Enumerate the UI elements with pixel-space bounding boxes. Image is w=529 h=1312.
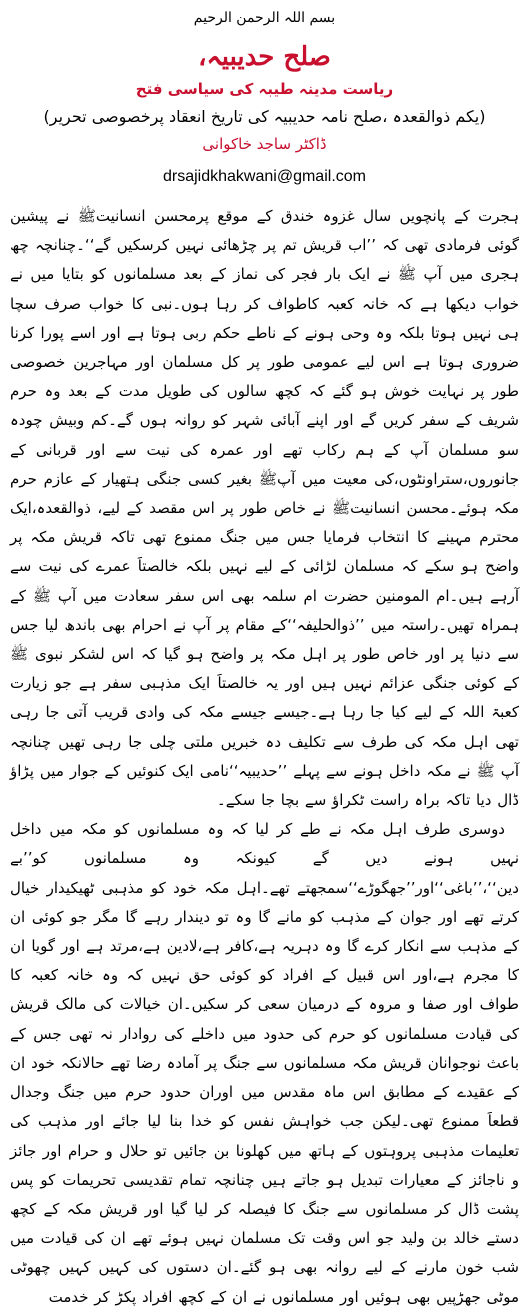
article-body (10, 202, 519, 1312)
paragraph-2: دوسری طرف اہل مکہ نے طے کر لیا کہ وہ مسلمانوں کو مکہ میں داخل نہیں ہونے دیں گے کیونکہ وہ مسلمانوں کو’’بے دین‘‘،’’باغی‘‘اور’’جھگوڑے‘‘سمجھتے تھے۔اہل مکہ خود کو مذہبی ٹھیکیدار خیال کرتے تھے اور جوان کے مذہب کو مانے گا وہ تو دیندار رہے گا مگر جو کوئی ان کے مذہب سے انکار کرے گا وہ دہریہ ہے،کافر ہے،لادین ہے،مرتد ہے اور گویا ان کا مجرم ہے،اور اس قبیل کے افراد کو کوئی حق نہیں کہ وہ خانہ کعبہ کا طواف اور صفا و مروہ کے درمیان سعی کر سکیں۔ان خیالات کی مالک قریش کی قیادت مسلمانوں کو حرم کی حدود میں داخلے کی روادار نہ تھی جس کے باعث نوجوانان قریش مکہ مسلمانوں سے جنگ پر آمادہ رضا تھے حالانکہ خود ان کے عقیدے کے مطابق اس ماہ مقدس میں اوران حدود حرم میں جنگ وجدال قطعاََ ممنوع تھی۔لیکن جب خواہش نفس کو خدا بنا لیا جائے اور مذہب کی تعلیمات مذہبی پروہتوں کے ہاتھ میں کھلونا بن جائیں تو حلال و حرام اور جائز و ناجائز کے معیارات تبدیل ہو جاتے ہیں چنانچہ تمام تقدیسی تحریمات کو پس پشت ڈال کر مسلمانوں سے جنگ کا فیصلہ کر لیا گیا اور قریش مکہ کے کچھ دستے خالد بن ولید جو اس وقت تک مسلمان نہیں ہوئے تھے ان کی قیادت میں شب خون مارنے کے لیے روانہ بھی ہو گئے۔ان دستوں کی کہیں کہیں چھوٹی موٹی جھڑپیں بھی ہوئیں اور مسلمانوں نے ان کے کچھ افراد پکڑ کر خدمت (10, 820, 519, 1306)
article-subtitle: ریاست مدینہ طیبہ کی سیاسی فتح (135, 80, 394, 98)
paragraph-1: ہجرت کے پانچویں سال غزوہ خندق کے موقع پرمحسن انسانیتﷺ نے پیشین گوئی فرمادی تھی کہ ’’اب قریش تم پر چڑھائی نہیں کرسکیں گے‘‘۔چنانچہ چھ ہجری میں آپ ﷺ نے ایک بار فجر کی نماز کے بعد مسلمانوں کو بتایا میں نے خواب دیکھا ہے کہ خانہ کعبہ کاطواف کر رہا ہوں۔نبی کا خواب صرف سچا ہی نہیں ہوتا بلکہ وہ وحی ہونے کے ناطے حکم ربی ہوتا ہے اور اسے پورا کرنا ضروری ہوتا ہے اس لیے عمومی طور پر کل مسلمان اور مہاجرین خصوصی طور پر نہایت خوش ہو گئے کہ کچھ سالوں کی طویل مدت کے بعد وہ حرم شریف کے سفر کریں گے اور اپنے آبائی شہر کو روانہ ہوں گے۔کم وبیش چودہ سو مسلمان آپ کے ہم رکاب تھے اور عمرہ کی نیت سے اور قربانی کے جانوروں،ستراونٹوں،کی معیت میں آپﷺ بغیر کسی جنگی ہتھیار کے عازم حرم مکہ ہوئے۔محسن انسانیتﷺ نے خاص طور پر اس مقصد کے لیے، ذوالقعدہ،ایک محترم مہینے کا انتخاب فرمایا جس میں جنگ ممنوع تھی تاکہ قریش مکہ پر واضح ہو سکے کہ مسلمان لڑائی کے لیے نہیں بلکہ خالصتاََ عمرے کی نیت سے آرہے ہیں۔ام المومنین حضرت ام سلمہ بھی اس سفر سعادت میں آپ ﷺ کے ہمراہ تھیں۔راستہ میں ’’ذوالحلیفہ‘‘کے مقام پر آپ نے احرام بھی باندھ لیا جس سے دنیا پر اور خاص طور پر اہل مکہ پر واضح ہو گیا کہ اس لشکر نبوی ﷺ کے کوئی جنگی عزائم نہیں ہیں اور یہ خالصتاََ ایک مذہبی سفر ہے جو زیارت کعبۃ اللہ کے لیے کیا جا رہا ہے۔جیسے جیسے مکہ کی وادی قریب آتی جا رہی تھی اہل مکہ کی طرف سے تکلیف دہ خبریں ملتی چلی جا رہی تھیں چنانچہ آپ ﷺ نے مکہ داخل ہونے سے پہلے ’’حدیبیہ‘‘نامی ایک کنوئیں کے جوار میں پڑاؤ ڈال دیا تاکہ براہ راست ٹکراؤ سے بچا جا سکے۔ (10, 207, 519, 810)
document-page (0, 8, 529, 1306)
author-name: ڈاکٹر ساجد خاکوانی (202, 135, 327, 153)
author-email[interactable]: drsajidkhakwani@gmail.com (163, 168, 366, 185)
article-note: (یکم ذوالقعدہ ،صلح نامہ حدیبیہ کی تاریخ انعقاد پرخصوصی تحریر) (43, 107, 486, 126)
basmala: بسم اللہ الرحمن الرحیم (193, 10, 336, 26)
article-title: صلح حدیبیہ، (198, 42, 331, 72)
